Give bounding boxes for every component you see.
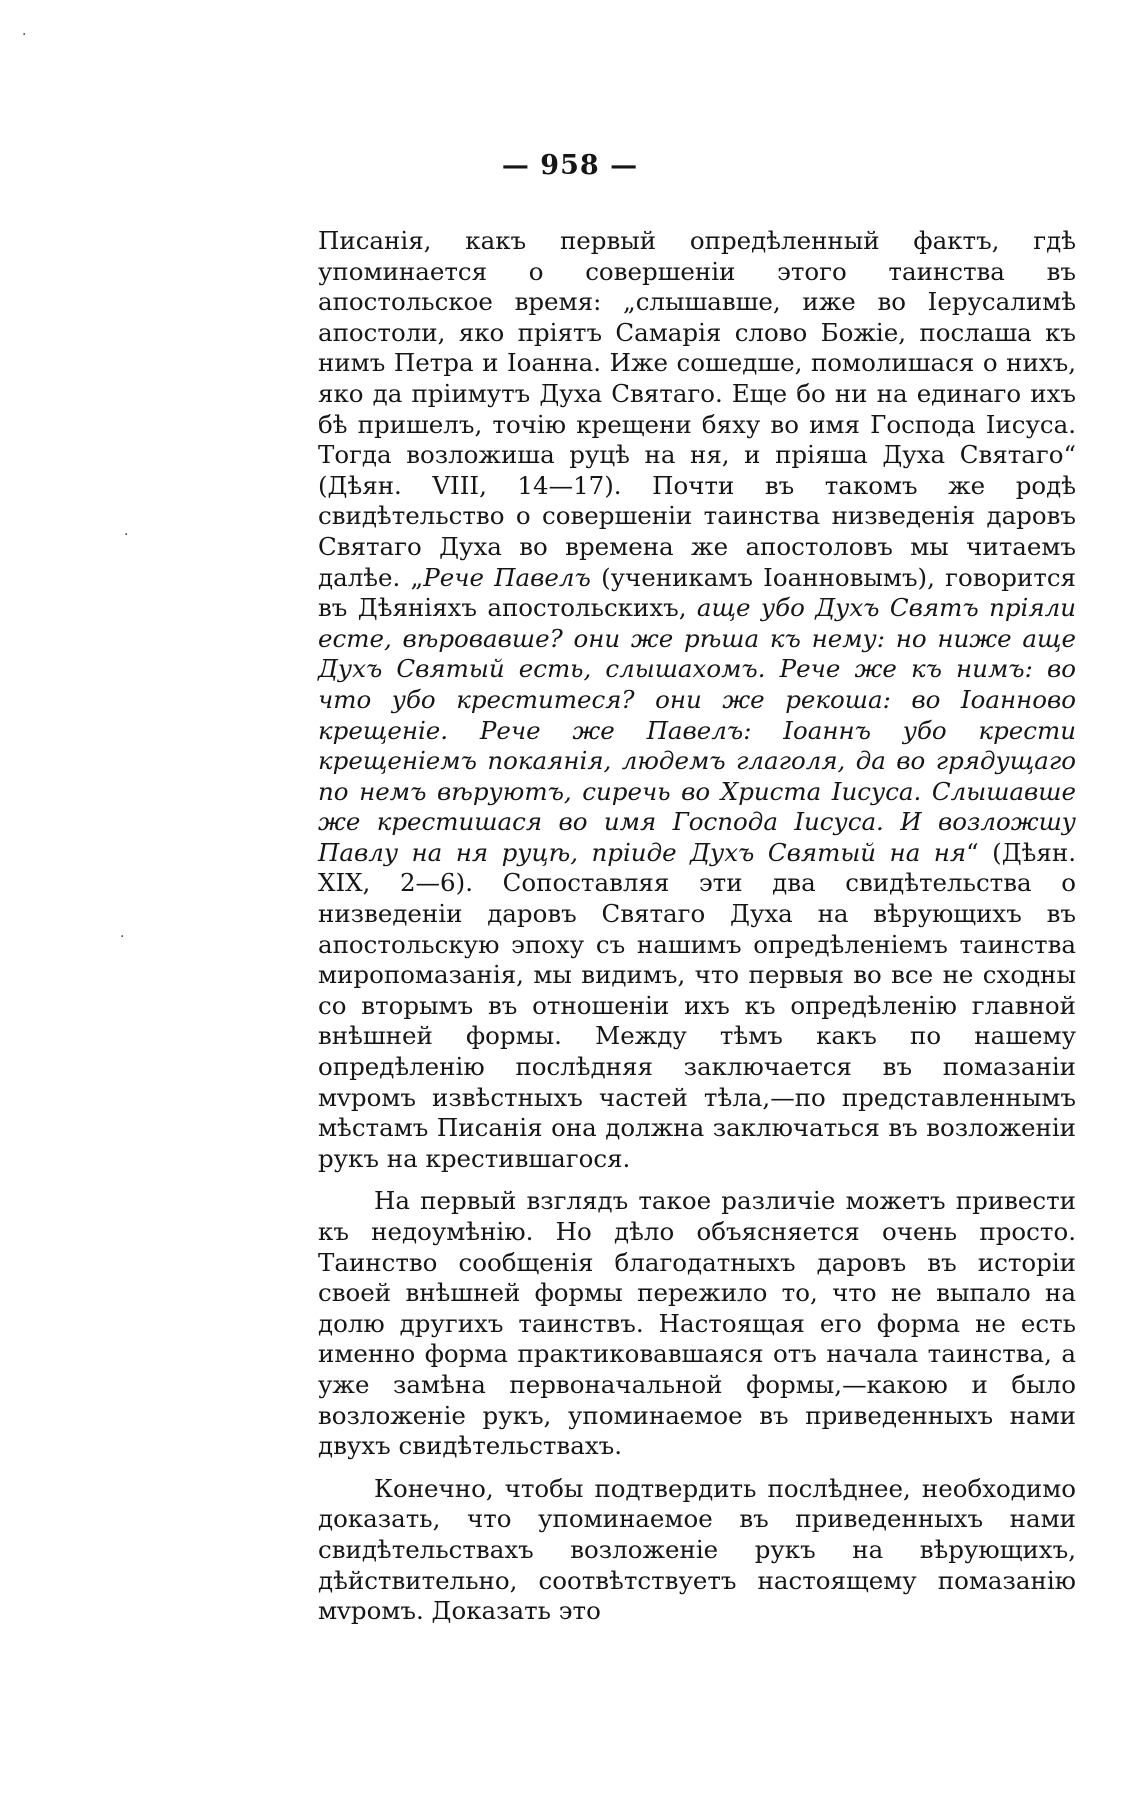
- text-segment: Конечно, чтобы подтвердить послѣднее, необходимо доказать, что упоминаемое въ приведенныхъ нами свидѣтельствахъ возложеніе рукъ на вѣрующихъ, дѣйствительно, соотвѣтствуетъ настоящему помазанію мvромъ. Доказать это: [318, 1473, 1076, 1626]
- quote-segment: аще убо Духъ Святъ пріяли есте, вѣровавше? они же рѣша къ нему: но ниже аще Духъ Святый есть, слышахомъ. Рече же къ нимъ: во что убо креститеся? они же рекоша: во Іоанново крещеніе. Рече же Павелъ: Іоаннъ убо крести крещеніемъ покаянія, людемъ глаголя, да во грядущаго по немъ вѣруютъ, сиречь во Христа Іисуса. Слышавше же крестишася во имя Господа Іисуса. И возложшу Павлу на ня руцѣ, пріиде Духъ Святый на ня: [318, 593, 1076, 867]
- text-segment: “ (Дѣян. XIX, 2—6). Сопоставляя эти два свидѣтельства о низведеніи даровъ Святаго Духа на вѣрующихъ въ апостольскую эпоху съ нашимъ опредѣленіемъ таинства миропомазанія, мы видимъ, что первыя во все не сходны со вторымъ въ отношеніи ихъ къ опредѣленію главной внѣшней формы. Между тѣмъ какъ по нашему опредѣленію послѣдняя заключается въ помазаніи мvромъ извѣстныхъ частей тѣла,—по представленнымъ мѣстамъ Писанія она должна заключаться въ возложеніи рукъ на крестившагося.: [318, 837, 1076, 1173]
- body-text: [318, 226, 1076, 1639]
- text-segment: На первый взглядъ такое различіе можетъ привести къ недоумѣнію. Но дѣло объясняется очень просто. Таинство сообщенія благодатныхъ даровъ въ исторіи своей внѣшней формы пережило то, что не выпало на долю другихъ таинствъ. Настоящая его форма не есть именно форма практиковавшаяся отъ начала таинства, а уже замѣна первоначальной формы,—какою и было возложеніе рукъ, упоминаемое въ приведенныхъ нами двухъ свидѣтельствахъ.: [318, 1186, 1076, 1461]
- paragraph: [318, 1186, 1076, 1461]
- text-segment: Писанія, какъ первый опредѣленный фактъ, гдѣ упоминается о совершеніи этого таинства въ апостольское время: „слышавше, иже во Іерусалимѣ апостоли, яко пріятъ Самарія слово Божіе, послаша къ нимъ Петра и Іоанна. Иже сошедше, помолишася о нихъ, яко да пріимутъ Духа Святаго. Еще бо ни на единаго ихъ бѣ пришелъ, точію крещени бяху во имя Господа Іисуса. Тогда возложиша руцѣ на ня, и пріяша Духа Святаго“ (Дѣян. VIII, 14—17). Почти въ такомъ же родѣ свидѣтельство о совершеніи таинства низведенія даровъ Святаго Духа во времена же апостоловъ мы читаемъ далѣе. „: [318, 226, 1076, 592]
- text-segment: (ученикамъ Іоанновымъ), говорится въ Дѣяніяхъ апостольскихъ,: [318, 562, 1076, 623]
- margin-mark: ·: [22, 27, 27, 43]
- margin-mark: ·: [124, 527, 129, 543]
- page-number: — 958 —: [501, 150, 639, 181]
- quote-segment: Рече Павелъ: [423, 562, 591, 592]
- paragraph: [318, 1474, 1076, 1627]
- paragraph: [318, 226, 1076, 1174]
- margin-mark: ·: [120, 929, 125, 945]
